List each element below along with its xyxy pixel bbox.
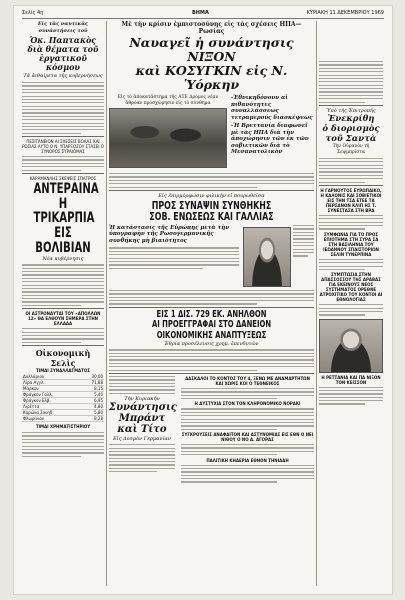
left-column [22,21,104,588]
economic-page-title: Οἰκονομικὴ Σελὶς [35,348,91,369]
box-headline: ΣΥΜΦΩΝΙΑ ΓΙΑ ΤΟ ΠΡΟΣ ΕΠΙΟΤΗΜΑ ΣΤΗ ΣΥΡΑ ΣΑ ΣΤΗ ΒΑΣΙΛΗΝΙΑ ΤΟΥ ΙΕΩΑΝΝΟΥ ΣΠΑΙΣΤΟΡΙΩΝ ΣΕΛΙΝ ΤΥΝΕΡΠΙΝΑ [323,231,379,257]
box-headline: ΣΥΜΠΤΩΣΙΑ ΣΤΗΝ ΑΠΑΣΣΟΣΣΟΥ ΤΗΣ ΑΡΑΒΑΣ ΓΙΑ ΕΚΕΙΝΟΥΣ ΝΕΟΣ ΣΥΣΤΗΜΑΤΟΣ ΟΡΕΘΝΕ ΑΤΡΟΧΙΤΙΚΟ ΤΟΥ ΚΟΝΤΟΙ ΑΙ ΕΘΝΟΛΟΓΙΑΣ [319,272,383,303]
box-headline: ΣΥΓΚΡΟΥΣΕΙΣ ΑΝΑΦΑΙΤΟΝ ΚΑΙ ΑΣΤΥΝΟΜΙΑΣ ΕΙΣ ΕΘΝ Ο ΝΕΙ ΝΙΘΟΥ Ο ΝΟ Α. ΑΓΟΡΑΣ [181,432,314,443]
currency-rate: 4,80 [80,404,104,410]
currency-rate: 8,15 [80,386,104,392]
bottom-byline: Εἰς Δεσμὸν Γερμανίαν [113,436,171,443]
lead-deck-1: -Ἐθνικηδόνουν αἱ πιθανότητες συναλλάσσεως τετραμερούς διασκέψεως [231,95,313,121]
currency-name: Λιρέττα [22,404,80,410]
right-column [319,21,383,588]
bottom-headline: Συνάντησις Μπράντ καὶ Τίτο [109,402,177,436]
side-kicker: ΚΑΡΑΜΑΝΛΗΣ ΣΚΕΨΕΙΣ ΣΠΑΤΡΟΣ [29,175,97,181]
currency-name: Φράγκον Ελβ. [22,398,80,404]
right-kicker: Ὑπὸ τῆς Ἐπιτροπῆς [326,107,376,114]
paper-name: ΒΗΜΑ [192,10,209,16]
currency-rate: 30,00 [80,374,104,380]
article-subhead: Τὰ ἀιθαίρετα τῆς κυβερνήσεως [23,73,103,79]
photo-caption: Εἰς τὸ ἀποκατάστημα τῆς ΑΤΕ Δρόμος νέαν ἀθρόαν προσχώρησιν εἰς τὸ σύνθημα [117,95,219,106]
box-headline: ΔΑΣΚΑΛΟΙ ΤΟ ΚΟΝΤΟΣ ΤΟΥ 4, ΞΕΝΩ ΜΕ ΑΝΑΜΑΡΤΗΤΩΝ ΚΑΙ ΧΩΡΙΣ ΚΟΙ Ο ΤΕΘΝΕΙΚΟΣ [185,375,310,386]
article-body [22,264,104,306]
stock-prices-title: ΤΙΜΑΙ ΧΡΗΜΑΤΙΣΤΗΡΙΟΥ [35,424,91,430]
lead-headline: Ναυαγεῖ ἡ συνάντησις ΝΙΞΟΝ καὶ ΚΟΣΥΓΚΙΝ εἰς Ν. Ὑόρκην [129,35,294,92]
exchange-rate-row [22,416,104,422]
currency-name: Λίρα Αγγλ. [22,380,80,386]
box-headline: ΠΑΛΙΤΙΚΗ ΚΗΔΕΡΙΑ ΕΘΝΟΝ ΤΗΝΙΑΔΗ [206,457,289,463]
box-headline: Η ΓΑΡΝΟΥΤΟΣ ΕΥΡΩΠΑΙΚΟ, Η ΚΑΛΟΝΙΣ ΚΑΙ ΣΟΒΙΕΤΙΚΟΙ ΕΙΣ ΤΗΝ ΤΣΑ ΕΤΕΕ ΤΑ ΠΕΡΣΑΝΟΝ ΚΛΙΠ ΗΣ Τ. ΣΥΝΕΣΤΑΣΑ ΣΤΗ ΒΡΑ [320,187,382,213]
meeting-photo [109,108,227,168]
right-headline: Ἐνεκρίθη ὁ διορισμὸς τοῦ Σαντὰ [322,113,380,144]
loan-headline: ΕΙΣ 1 ΔΙΣ. 729 ΕΚ. ΑΝΗΛΘΟΝ ΑΙ ΠΡΟΕΓΓΡΑΦΑΙ ΣΤΟ ΔΑΝΕΙΟΝ ΟΙΚΟΝΟΜΙΚΗΣ ΑΝΑΠΤΥΞΕΩΣ [151,308,272,341]
article-headline: Ὁκ. Παπτακὸς διὰ θέματα τοῦ ἐργατικοῦ κόσμου [27,35,99,72]
exchange-rates-table [22,374,104,422]
lead-deck-2: -Ἡ Βρεττανία διαφωνεῖ μὲ τὰς ΗΠΑ διὰ τὴν ἀποχώρησιν τῶν ἐκ τῶν σοβιετικῶν διὰ τὸ Μεσανατολικὸν [231,123,309,155]
portrait-photo [243,227,291,287]
currency-name: Κορώνα Σουηδ. [22,410,80,416]
currency-rate: 5,40 [80,392,104,398]
big-subhead: Νέα κυβέρνησις [42,256,84,263]
currency-name: Φράγκον Γαλλ. [22,392,80,398]
article-body [319,61,383,103]
lead-kicker: Μὲ τὴν κρίσιν ἐμπιστοσύνης εἰς τὰς σχέσεις ΗΠΑ—Ρωσίας [121,21,302,35]
center-column [109,21,314,588]
article-body [109,173,314,188]
mid-headline: ΠΡΟΣ ΣΥΝΑΨΙΝ ΣΥΝΘΗΚΗΣ ΣΟΒ. ΕΝΩΣΕΩΣ ΚΑΙ ΓΑΛΛΙΑΣ [149,198,274,224]
currency-rate: 6,95 [80,398,104,404]
currency-rate: 8,28 [80,416,104,422]
lower-section [109,376,314,516]
lead-story [109,95,314,173]
newspaper-page [14,6,392,594]
exchange-rates-title: ΤΙΜΑΙ ΣΥΝΑΛΛΑΓΜΑΤΟΣ [35,368,91,374]
article-body [22,328,104,343]
currency-name: Δολλάριον [22,374,80,380]
mid-deck: Ἡ κατάστασις τῆς Εὐρώπης μετὰ τὴν ὑπογραφὴν τῆς Ρωσογερμανικῆς συνθήκης μὴ βιαιότητος [109,224,230,244]
article-body [22,156,104,171]
loan-deck: Ἐθρία προσέλευσις χρημ. ἐπενδυτῶν [164,341,259,348]
currency-name: Φλωρίνιον [22,416,80,422]
article-body [109,290,314,305]
box-headline: Η ΔΥΣΤΥΧΙΑ ΣΤΟΝ ΤΟΝ ΚΛΗΡΟΝΟΜΙΚΟ ΝΟΡΑΚΙ [194,401,301,407]
stock-prices-list [22,432,104,457]
currency-name: Μάρκον [22,386,80,392]
portrait-photo [319,319,383,373]
right-subhead: Τὴν Οὐρανὸν τῆ Σεψμπρίστα [332,143,370,155]
article-kicker: Εἰς τὰς ναυτικὰς συνάντήσεις τοῦ [37,21,89,34]
mid-kicker: Εἰς ἐπιρμόρφωσιν φιλικὴν εἰ πουρωθεῖσα [158,192,265,199]
column-rule [106,21,107,586]
issue-date: ΚΥΡΙΑΚΗ 11 ΔΕΚΕΜΒΡΙΟΥ 1969 [306,10,384,16]
article-body [22,82,104,134]
mid-story [109,225,314,289]
photo-caption: Η ΡΕΤΤΑΝΙΑ ΚΑΙ ΠΑ ΝΙΞΟΝ ΤΟΝ ΚΕΙΣΣΟΝ [321,374,381,385]
article-body [109,349,314,370]
brief-headline: ΟΙ ΑΣΤΡΟΝΑΥΤΑΙ ΤΟΥ «ΑΠΟΛΛΩΝ 12» ΘΑ ΕΛΘΟΥΝ ΣΗΜΕΡΑ ΣΤΗΝ ΕΛΛΑΔΑ [25,311,101,327]
currency-rate: 71,88 [80,380,104,386]
masthead [22,9,384,19]
big-headline: ΑΝΤΕΡΑΙΝΑ Η ΤΡΙΚΑΡΠΙΑ ΕΙΣ ΒΟΛΙΒΙΑΝ [33,180,99,256]
bottom-kicker: Τὴν Κυριακήν [124,396,160,403]
column-rule [316,21,317,586]
currency-rate: 5,80 [80,410,104,416]
page-number: Σελίς 4η [22,10,44,16]
box-headline: ΠΕΣΙΤΑΝΕΙΟΝ ΑΙ ΣΧΕΣΕΙΣ ΒΟΛΑΣ ΚΑΙ ΡΩΣΙΑΣ ΑΥΤΟ Ο Ν. ΥΠΑΡΞΟΣΟΥ ΣΤΑΣΕΙ Ο ΣΥΝΟΡΟΣ ΣΥΡΑΙΟΜΑΣ [22,139,104,154]
